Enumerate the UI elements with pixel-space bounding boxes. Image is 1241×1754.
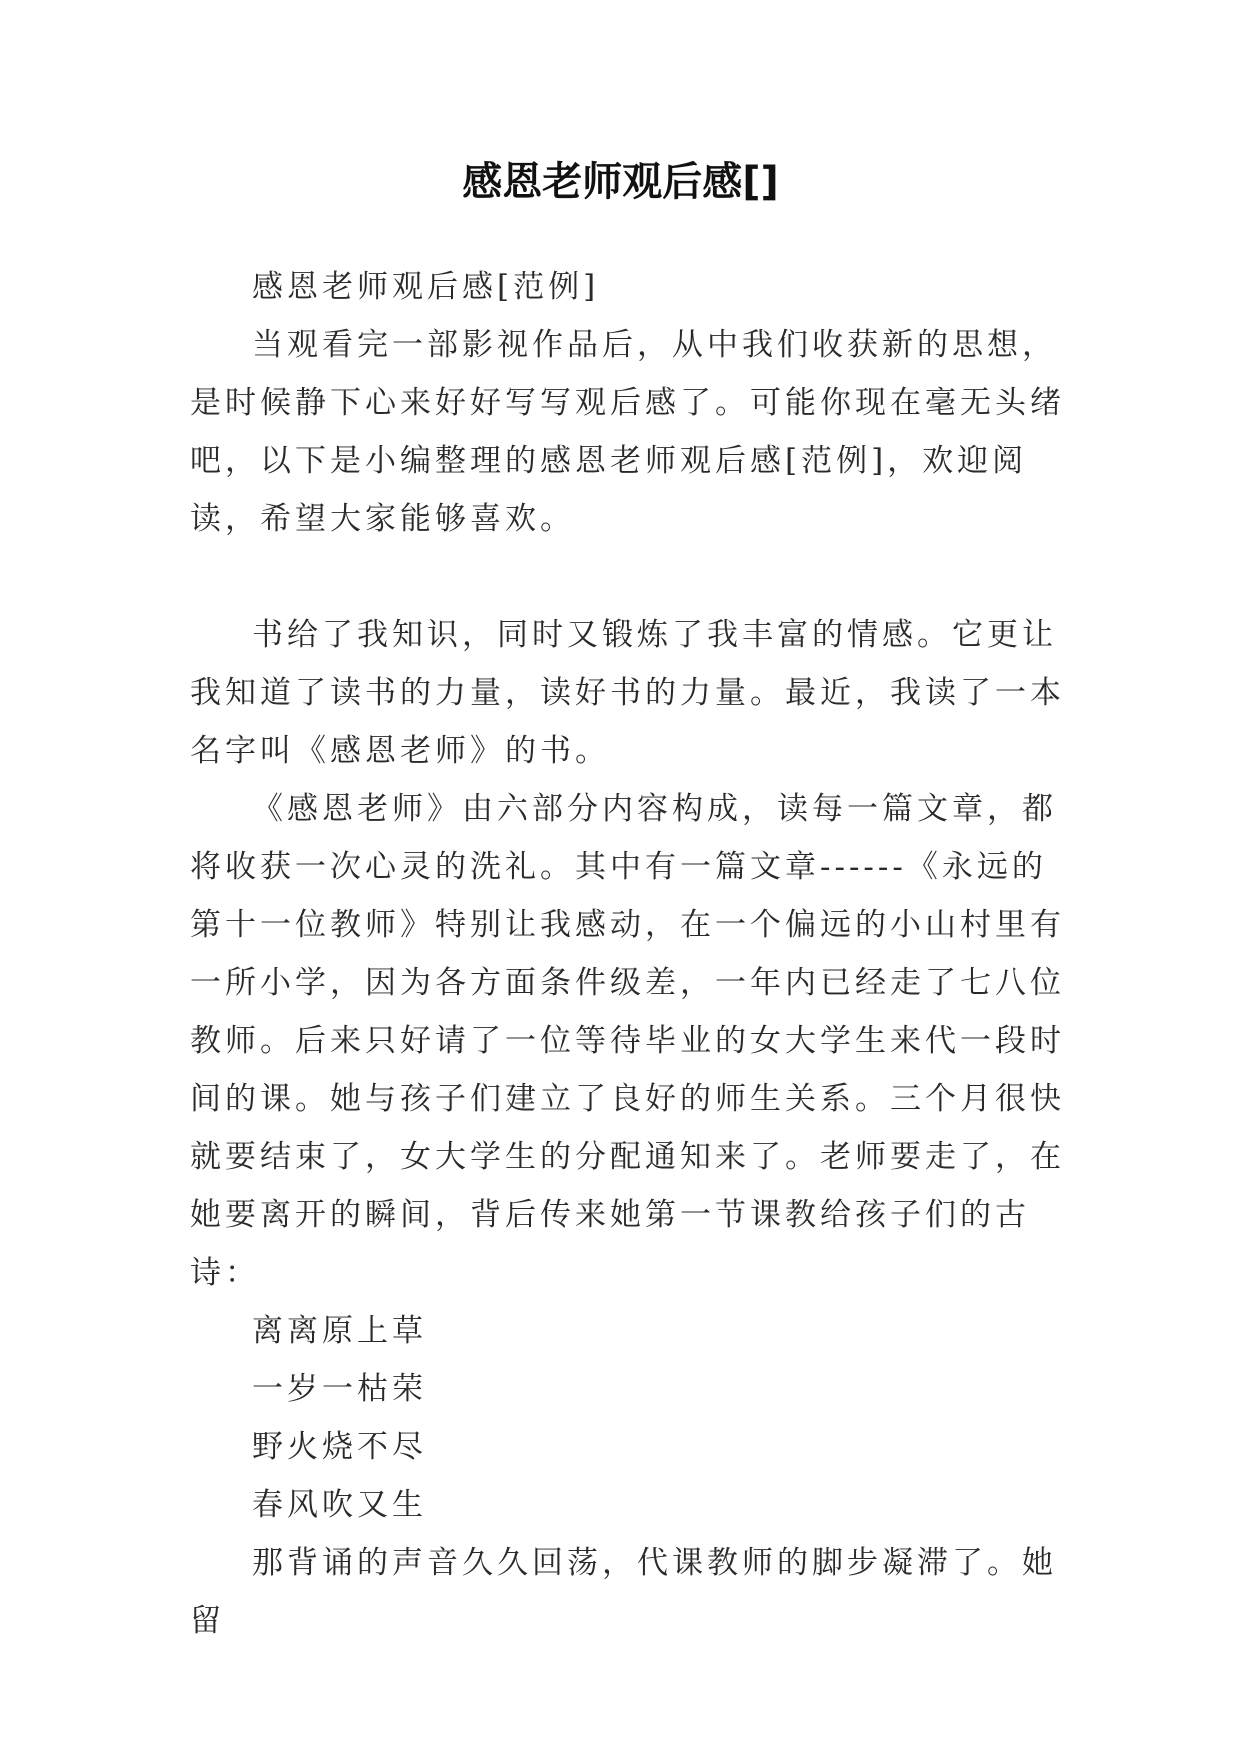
poem-line-4: 春风吹又生: [252, 1487, 427, 1523]
body-paragraph-2: 《感恩老师》由六部分内容构成，读每一篇文章，都将收获一次心灵的洗礼。其中有一篇文章------《永远的第十一位教师》特别让我感动，在一个偏远的小山村里有一所小学，因为各方面条件级差，一年内已经走了七八位教师。后来只好请了一位等待毕业的女大学生来代一段时间的课。她与孩子们建立了良好的师生关系。三个月很快就要结束了，女大学生的分配通知来了。老师要走了，在她要离开的瞬间，背后传来她第一节课教给孩子们的古诗：: [190, 791, 1065, 1291]
body-paragraph-1: 书给了我知识，同时又锻炼了我丰富的情感。它更让我知道了读书的力量，读好书的力量。最近，我读了一本名字叫《感恩老师》的书。: [190, 617, 1065, 769]
paragraph-spacer: [190, 548, 1066, 606]
document-title: 感恩老师观后感[]: [462, 159, 779, 205]
intro-paragraph: 当观看完一部影视作品后，从中我们收获新的思想，是时候静下心来好好写写观后感了。可能你现在毫无头绪吧，以下是小编整理的感恩老师观后感[范例]，欢迎阅读，希望大家能够喜欢。: [190, 327, 1065, 537]
document-body: [190, 258, 1066, 1650]
poem-line-3: 野火烧不尽: [252, 1429, 427, 1465]
poem-line-1: 离离原上草: [252, 1313, 427, 1349]
body-paragraph-3: 那背诵的声音久久回荡，代课教师的脚步凝滞了。她留: [190, 1545, 1057, 1639]
document-subtitle: 感恩老师观后感[范例]: [252, 269, 600, 305]
poem-line-2: 一岁一枯荣: [252, 1371, 427, 1407]
